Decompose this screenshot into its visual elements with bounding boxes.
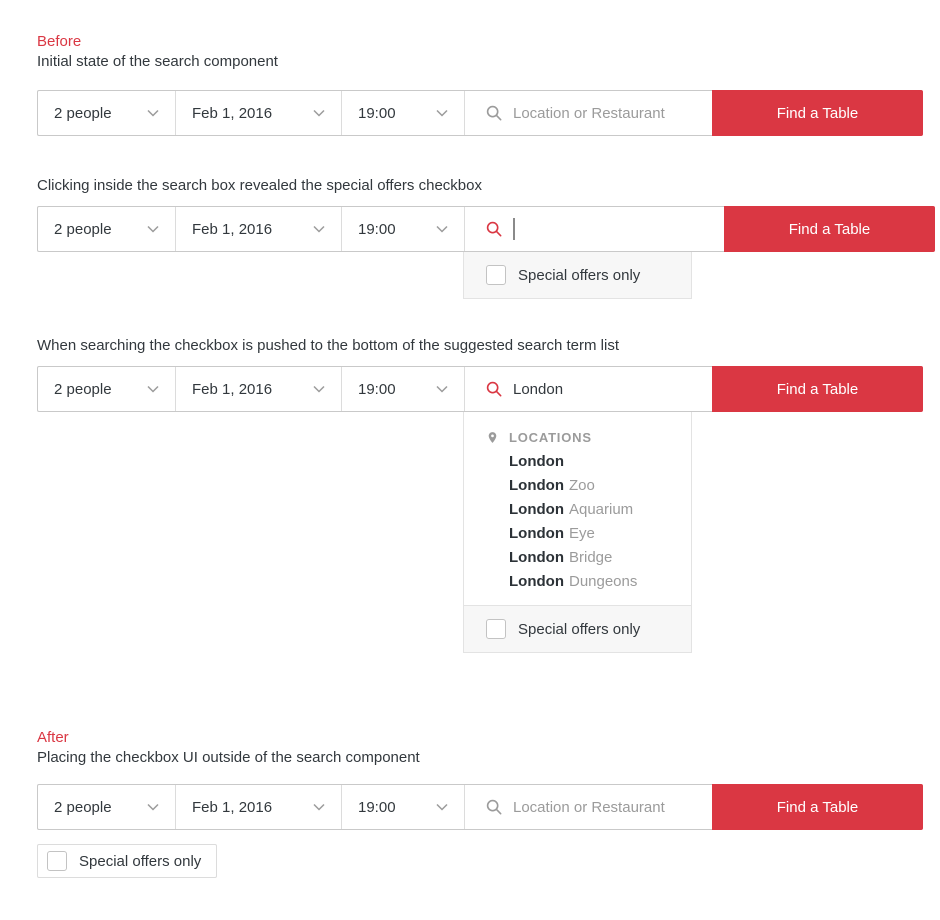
chevron-down-icon [313,109,325,117]
section-before [37,32,903,136]
search-input[interactable] [513,381,712,398]
date-value: Feb 1, 2016 [192,104,273,122]
chevron-down-icon [147,225,159,233]
chevron-down-icon [147,803,159,811]
chevron-down-icon [313,803,325,811]
suggestion-list [464,412,691,605]
time-select[interactable] [341,91,464,135]
chevron-down-icon [436,385,448,393]
suggestion-secondary: Dungeons [568,573,638,590]
special-offers-panel[interactable] [463,252,692,299]
suggestion-primary: London [509,573,564,590]
suggestion-secondary: Bridge [568,549,613,566]
section-searching [37,336,903,653]
chevron-down-icon [313,385,325,393]
find-a-table-button[interactable]: Find a Table [724,206,935,252]
after-caption: Placing the checkbox UI outside of the search component [37,749,420,766]
section-after [37,728,903,878]
search-bar-fields [37,366,712,412]
people-select[interactable] [38,207,175,251]
focused-caption: Clicking inside the search box revealed the special offers checkbox [37,177,482,194]
chevron-down-icon [147,385,159,393]
search-field-query[interactable] [464,367,712,411]
find-a-table-button[interactable]: Find a Table [712,366,923,412]
search-field-focused[interactable] [464,207,724,251]
section-focused [37,176,903,299]
suggestion-primary: London [509,549,564,566]
people-select[interactable] [38,367,175,411]
search-input[interactable] [513,799,712,816]
search-icon [485,380,503,398]
people-select[interactable] [38,785,175,829]
suggestion-primary: London [509,501,564,518]
special-offers-label: Special offers only [79,852,202,870]
time-value: 19:00 [358,104,396,122]
people-value: 2 people [54,380,112,398]
special-offers-label: Special offers only [518,620,641,638]
find-a-table-button[interactable]: Find a Table [712,784,923,830]
before-caption: Initial state of the search component [37,53,278,70]
people-value: 2 people [54,798,112,816]
map-pin-icon [486,429,499,446]
search-bar-query [37,366,903,412]
time-select[interactable] [341,367,464,411]
searching-caption: When searching the checkbox is pushed to the bottom of the suggested search term list [37,337,619,354]
after-label: After [37,729,69,746]
suggestion-item[interactable] [464,498,691,522]
locations-group-label: LOCATIONS [509,429,592,445]
suggestion-primary: London [509,477,564,494]
people-value: 2 people [54,220,112,238]
chevron-down-icon [147,109,159,117]
special-offers-panel[interactable] [464,605,691,652]
search-input[interactable] [525,221,724,238]
suggestion-item[interactable] [464,474,691,498]
people-select[interactable] [38,91,175,135]
search-field[interactable] [464,785,712,829]
suggestion-secondary: Eye [568,525,595,542]
time-select[interactable] [341,785,464,829]
text-cursor [513,218,515,240]
search-bar-fields [37,90,712,136]
time-value: 19:00 [358,798,396,816]
search-bar-fields [37,784,712,830]
search-bar-after [37,784,903,830]
suggestion-primary: London [509,453,564,470]
search-icon [485,798,503,816]
special-offers-checkbox[interactable] [47,851,67,871]
special-offers-box[interactable] [37,844,217,878]
search-icon [485,104,503,122]
locations-group-header [464,424,691,450]
special-offers-label: Special offers only [518,266,641,284]
date-value: Feb 1, 2016 [192,220,273,238]
search-bar-focused [37,206,903,252]
suggestion-item[interactable] [464,450,691,474]
date-value: Feb 1, 2016 [192,798,273,816]
people-value: 2 people [54,104,112,122]
time-value: 19:00 [358,380,396,398]
find-a-table-button[interactable]: Find a Table [712,90,923,136]
date-select[interactable] [175,91,341,135]
date-value: Feb 1, 2016 [192,380,273,398]
special-offers-checkbox[interactable] [486,265,506,285]
special-offers-checkbox[interactable] [486,619,506,639]
before-label: Before [37,33,82,50]
suggestion-secondary: Zoo [568,477,595,494]
date-select[interactable] [175,785,341,829]
search-icon [485,220,503,238]
search-bar-fields [37,206,724,252]
chevron-down-icon [436,803,448,811]
suggestion-item[interactable] [464,570,691,594]
date-select[interactable] [175,367,341,411]
search-suggestions-dropdown [463,412,692,653]
search-input[interactable] [513,105,712,122]
suggestion-item[interactable] [464,546,691,570]
date-select[interactable] [175,207,341,251]
time-value: 19:00 [358,220,396,238]
suggestion-item[interactable] [464,522,691,546]
search-field[interactable] [464,91,712,135]
suggestion-primary: London [509,525,564,542]
chevron-down-icon [313,225,325,233]
chevron-down-icon [436,225,448,233]
chevron-down-icon [436,109,448,117]
search-bar-initial [37,90,903,136]
time-select[interactable] [341,207,464,251]
suggestion-secondary: Aquarium [568,501,634,518]
